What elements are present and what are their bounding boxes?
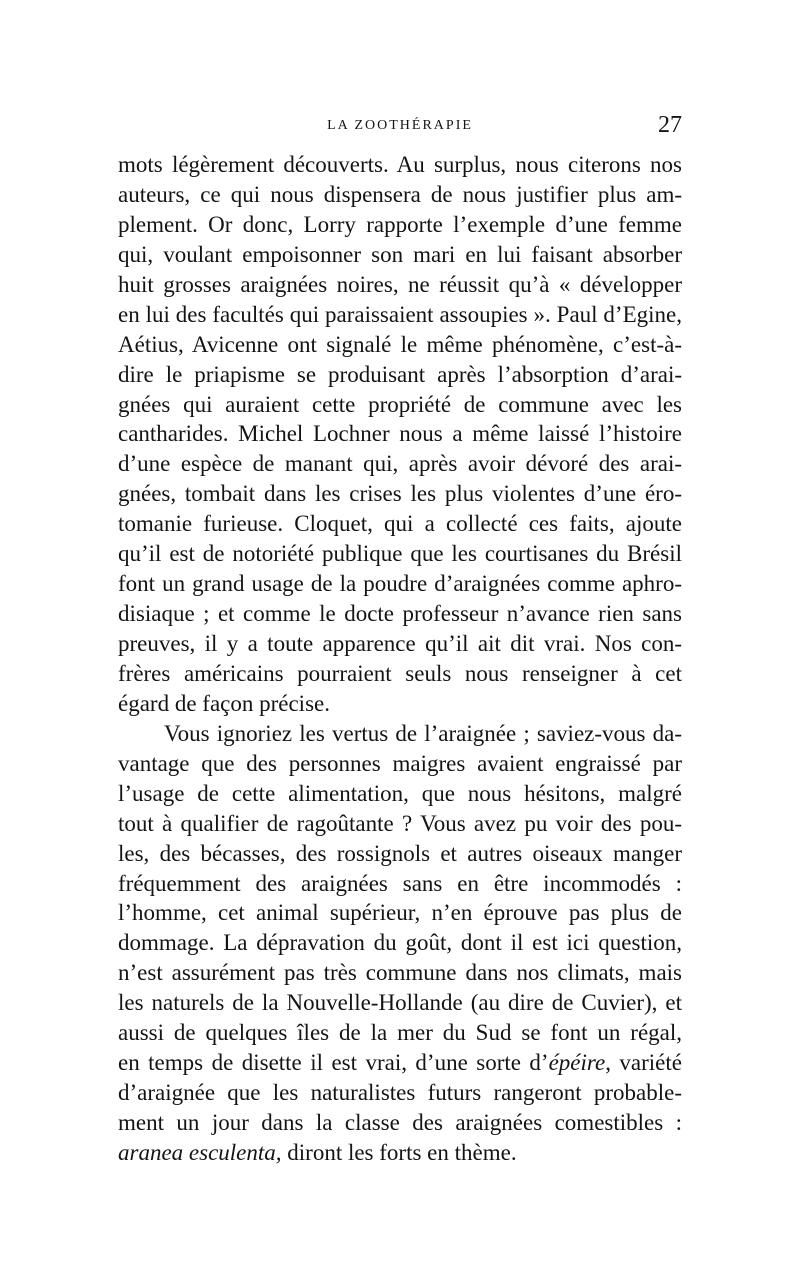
text-line: Aétius, Avicenne ont signalé le même phénomène, c’est-à- <box>118 331 682 357</box>
text-line: les, des bécasses, des rossignols et autres oiseaux manger <box>118 840 682 866</box>
text-line: frères américains pourraient seuls nous renseigner à cet <box>118 660 682 686</box>
text-line: l’homme, cet animal supérieur, n’en éprouve pas plus de <box>118 900 682 926</box>
paragraph-first-line: Vous ignoriez les vertus de l’araignée ; saviez-vous da- <box>164 720 682 746</box>
text-line: plement. Or donc, Lorry rapporte l’exemple d’une femme <box>118 211 682 237</box>
paragraph-end-line <box>118 1138 682 1168</box>
page-number: 27 <box>658 112 682 138</box>
text-line: les naturels de la Nouvelle-Hollande (au dire de Cuvier), et <box>118 990 682 1016</box>
text-line: d’une espèce de manant qui, après avoir dévoré des arai- <box>118 451 682 477</box>
text-segment: diront les forts en thème. <box>281 1139 517 1165</box>
running-title: LA ZOOTHÉRAPIE <box>327 118 473 133</box>
text-line: tomanie furieuse. Cloquet, qui a collecté ces faits, ajoute <box>118 511 682 537</box>
text-line: dommage. La dépravation du goût, dont il est ici question, <box>118 930 682 956</box>
text-line: disiaque ; et comme le docte professeur n’avance rien sans <box>118 601 682 627</box>
body-text <box>118 150 682 1168</box>
text-line: gnées qui auraient cette propriété de commune avec les <box>118 391 682 417</box>
text-line: n’est assurément pas très commune dans nos climats, mais <box>118 960 682 986</box>
text-line: cantharides. Michel Lochner nous a même laissé l’histoire <box>118 421 682 447</box>
paragraph-end-line: égard de façon précise. <box>118 690 330 716</box>
text-line: auteurs, ce qui nous dispensera de nous justifier plus am- <box>118 181 682 207</box>
text-line: vantage que des personnes maigres avaient engraissé par <box>118 750 682 776</box>
text-line: preuves, il y a toute apparence qu’il ait dit vrai. Nos con- <box>118 631 682 656</box>
text-line: font un grand usage de la poudre d’araignées comme aphro- <box>118 571 682 597</box>
text-line: dire le priapisme se produisant après l’absorption d’arai- <box>118 361 682 387</box>
text-line: qu’il est de notoriété publique que les courtisanes du Brésil <box>118 541 682 567</box>
text-line: fréquemment des araignées sans en être incommodés : <box>118 870 682 896</box>
text-line: tout à qualifier de ragoûtante ? Vous avez pu voir des pou- <box>118 810 682 836</box>
text-line: gnées, tombait dans les crises les plus violentes d’une éro- <box>118 481 682 507</box>
text-line: qui, voulant empoisonner son mari en lui faisant absorber <box>118 241 682 267</box>
text-line <box>118 1048 682 1078</box>
text-line: l’usage de cette alimentation, que nous hésitons, malgré <box>118 780 682 806</box>
italic-term: épéire <box>548 1050 606 1076</box>
running-head <box>118 112 682 142</box>
text-segment: , variété <box>605 1050 682 1076</box>
text-line: en lui des facultés qui paraissaient assoupies ». Paul d’Egine, <box>118 301 682 327</box>
text-line: aussi de quelques îles de la mer du Sud se font un régal, <box>118 1020 682 1046</box>
text-line: d’araignée que les naturalistes futurs rangeront probable- <box>118 1080 682 1106</box>
text-line: mots légèrement découverts. Au surplus, nous citerons nos <box>118 152 682 177</box>
text-segment: en temps de disette il est vrai, d’une sorte d’ <box>118 1050 549 1076</box>
text-line: huit grosses araignées noires, ne réussit qu’à « développer <box>118 271 682 297</box>
italic-term: aranea esculenta, <box>118 1139 282 1165</box>
text-line: ment un jour dans la classe des araignées comestibles : <box>118 1110 682 1135</box>
